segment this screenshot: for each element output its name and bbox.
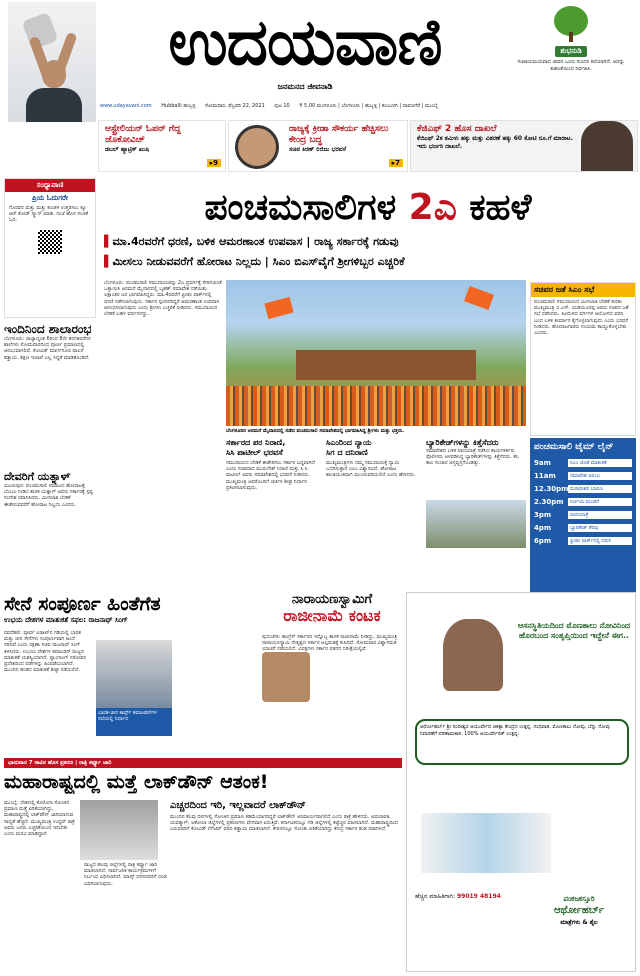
- timeline-event: ಮಠಾಧೀಶರ ಭಾಷಣ: [568, 485, 632, 493]
- brand-line: ಪಂಕಜಕಸ್ತೂರಿ: [563, 895, 595, 903]
- maharashtra-story-col3: ಮುಂದಿನ ಕೆಲವು ದಿನಗಳಲ್ಲಿ ಸೋಂಕಿನ ಪ್ರಮಾಣ ಕಡಿಮೆಯಾಗದಿದ್ದರೆ ಲಾಕ್‌ಡೌನ್ ಅನಿವಾರ್ಯವಾಗಲಿದೆ ಎಂದು ಠಾಕ್ರೆ ಹೇಳಿದರು. ಅಮರಾವತಿ, ಯವತ್ಮಾಳ್, ಅಕೋಲಾ ಜಿಲ್ಲೆಗಳಲ್ಲಿ ಪ್ರಕರಣಗಳು ವೇಗವಾಗಿ ಏರುತ್ತಿವೆ. ಕರ್ನಾಟಕದಲ್ಲೂ ಗಡಿ ಜಿಲ್ಲೆಗಳಲ್ಲಿ ಕಟ್ಟೆಚ್ಚರ ವಹಿಸಲಾಗಿದೆ. ಮಹಾರಾಷ್ಟ್ರದಿಂದ ಬರುವವರಿಗೆ ಕೋವಿಡ್ ನೆಗೆಟಿವ್ ವರದಿ ಕಡ್ಡಾಯ ಮಾಡಲಾಗಿದೆ. ಕೇರಳದಲ್ಲೂ ಸೋಂಕು ಏರಿಕೆಯಾಗಿದ್ದು ಕೇಂದ್ರ ಸರ್ಕಾರ ತಂಡ ರವಾನಿಸಿದೆ.: [170, 814, 399, 833]
- sandhyavani-tag: ಸಂಧ್ಯಾವಾಣಿ: [5, 179, 95, 192]
- story-nirani: [226, 438, 322, 548]
- dateline: [100, 103, 640, 112]
- puducherry-story-body: ಪುದುಚೇರಿ: ಕಾಂಗ್ರೆಸ್ ಸರ್ಕಾರದ ಇನ್ನೊಬ್ಬ ಶಾಸಕ ರಾಜೀನಾಮೆ ನೀಡಿದ್ದು, ಮುಖ್ಯಮಂತ್ರಿ ನಾರಾಯಣಸ್ವಾಮಿ ನೇತೃತ್ವದ ಸರ್ಕಾರ ಅಲ್ಪಮತಕ್ಕೆ ಕುಸಿದಿದೆ. ಸೋಮವಾರ ವಿಶ್ವಾಸಮತ ಯಾಚನೆ ನಡೆಯಲಿದೆ. ವಿಪಕ್ಷಗಳು ಸರ್ಕಾರ ಪತನದ ನಿರೀಕ್ಷೆಯಲ್ಲಿವೆ.: [262, 634, 398, 653]
- story-yatnal: [4, 470, 96, 583]
- covid-strap: ಭಾನುವಾರ 7 ಸಾವಿರ ಹೊಸ ಪ್ರಕರಣ | ರಾತ್ರಿ ಕರ್ಫ್ಯೂ ಜಾರಿ: [4, 758, 402, 768]
- ad-banner-text: ಆರ್ಥೋಹರ್ಬ್ ಶ್ರೀ ನಂದೀಶ್ವರ ಆಯುರ್ವೇದ ಚಿಕಿತ್ಸಾ ಕೇಂದ್ರದ ಉತ್ಪನ್ನ. ಸಂಧಿವಾತ, ಮೊಣಕಾಲು ನೋವು, ಬೆನ್ನು ನೋವು ನಿವಾರಣೆಗೆ ಪರಿಣಾಮಕಾರಿ. 100% ಆಯುರ್ವೇದಿಕ್ ಉತ್ಪನ್ನ.: [415, 719, 629, 765]
- sandhyavani-head: ಪ್ರಿಯ ಓದುಗರೇ: [32, 194, 68, 202]
- timeline-time: 9am: [534, 459, 551, 467]
- tree-icon: [554, 6, 588, 36]
- stage-shape: [296, 350, 476, 380]
- teaser-sports-minister[interactable]: [228, 120, 408, 172]
- timeline-event: ಬ್ಯಾರಿಕೇಡ್ ತೆರವು: [568, 524, 632, 532]
- page-count: ಪುಟ 10: [274, 103, 290, 109]
- maharashtra-story-body: ಮುಂಬೈ: ದೇಶದಲ್ಲಿ ಕೊರೊನಾ ಸೋಂಕಿನ ಪ್ರಮಾಣ ಮತ್ತೆ ಏರಿಕೆಯಾಗಿದ್ದು, ಮಹಾರಾಷ್ಟ್ರದಲ್ಲಿ ಲಾಕ್‌ಡೌನ್ ಜಾರಿಯಾಗುವ ಸಾಧ್ಯತೆ ಹೆಚ್ಚಿದೆ. ಮುಖ್ಯಮಂತ್ರಿ ಉದ್ಧವ್ ಠಾಕ್ರೆ ಅವರು ಜನರು ಎಚ್ಚರಿಕೆಯಿಂದ ಇರಬೇಕು ಎಂದು ಮನವಿ ಮಾಡಿದ್ದಾರೆ.: [4, 800, 75, 838]
- ad-brand: [527, 893, 631, 929]
- timeline-event: ನಿರ್ಣಯ ಮಂಡನೆ: [568, 498, 632, 506]
- story-headline: ಸಿಎಂರಿಂದ ನ್ಯಾಯ: [326, 438, 372, 447]
- timeline-row: [534, 457, 632, 469]
- rally-photo: [226, 280, 526, 426]
- contact-label: ಹೆಚ್ಚಿನ ಮಾಹಿತಿಗಾಗಿ:: [415, 893, 456, 900]
- teaser-sub: ಡಬಲ್ ಹ್ಯಾಟ್ರಿಕ್ ಖುಷಿ: [105, 146, 150, 153]
- story-school-reopen: [4, 322, 96, 446]
- edition: Hubballi ಹುಬ್ಬಳ್ಳಿ: [161, 103, 196, 109]
- rijiju-photo: [235, 125, 279, 169]
- masthead: [0, 0, 640, 122]
- story-cm-justice: [326, 438, 422, 548]
- newspaper-logo: ಉದಯವಾಣಿ: [168, 6, 442, 80]
- timeline-event: ಪಾದಯಾತ್ರೆ: [568, 511, 632, 519]
- orthoherb-advertisement[interactable]: [406, 592, 636, 972]
- body-shape: [26, 88, 82, 122]
- army-headline: ಸೇನೆ ಸಂಪೂರ್ಣ ಹಿಂತೆಗೆತ: [4, 593, 161, 615]
- rajnath-photo: [96, 640, 172, 708]
- sandhyavani-box: [4, 178, 96, 318]
- teaser-djokovic[interactable]: [98, 120, 226, 172]
- contact-phone[interactable]: 99019 48194: [456, 893, 501, 900]
- timeline-event: ಸಿಎಂ ಜೊತೆ ಮಾತುಕತೆ: [568, 459, 632, 467]
- timeline-row: [534, 535, 632, 547]
- narayanaswamy-photo: [262, 652, 310, 702]
- price: ₹ 5.00 ಮಂಗಳೂರು | ಬೆಂಗಳೂರು | ಹುಬ್ಬಳ್ಳಿ | ಕಲಬುರಗಿ | ದಾವಣಗೆರೆ | ಮುಂಬೈ: [299, 103, 438, 109]
- timeline-time: 2.30pm: [534, 498, 564, 506]
- timeline-row: [534, 522, 632, 534]
- story-headline: ಬ್ಯಾರಿಕೇಡ್‌ಗಳನ್ನು ಕಿತ್ತೆಸೆದರು: [426, 438, 499, 447]
- timeline-headline: ಪಂಚಮಸಾಲಿ ಟೈಮ್ ಲೈನ್: [534, 442, 614, 452]
- date: ಸೋಮವಾರ, ಫೆಬ್ರವರಿ 22, 2021: [205, 103, 265, 109]
- timeline-time: 6pm: [534, 537, 552, 545]
- timeline-event: ಫ್ರೀಡಂ ಪಾರ್ಕ್‌ನಲ್ಲಿ ಧರಣಿ: [568, 537, 632, 545]
- teaser-kgf[interactable]: [410, 120, 638, 172]
- headline-line-highlight: ರಾಜೀನಾಮೆ ಕಂಟಕ: [283, 606, 381, 625]
- tagline: ಜನಮನದ ಜೀವನಾಡಿ: [277, 82, 333, 91]
- timeline-row: [534, 470, 632, 482]
- teaser-headline: ರಾಜ್ಯಕ್ಕೆ ಕ್ರೀಡಾ ಸೌಕರ್ಯ ಹೆಚ್ಚಿಸಲು ಕೇಂದ್ರ ಬದ್ಧ: [289, 124, 389, 145]
- ad-headline: ಆಸನಸ್ಥಿತಿಯದಿಂದ ಮೊಣಕಾಲು ನೋವಿನಿಂದ ಹೊರಬಂದ ಸಂತೃಪ್ತಿಯಿಂದ ಇದ್ದೇನೆ ಈಗ..: [517, 621, 631, 640]
- timeline-time: 3pm: [534, 511, 552, 519]
- story-headline: ಇಂದಿನಿಂದ ಶಾಲಾರಂಭ: [4, 322, 92, 336]
- timeline-box: [530, 438, 636, 594]
- maharashtra-story-col2: ರಾಜ್ಯದ ಹಲವು ಜಿಲ್ಲೆಗಳಲ್ಲಿ ರಾತ್ರಿ ಕರ್ಫ್ಯೂ ಜಾರಿ ಮಾಡಲಾಗಿದೆ. ಸಾರ್ವಜನಿಕ ಕಾರ್ಯಕ್ರಮಗಳಿಗೆ ನಿರ್ಬಂಧ ವಿಧಿಸಲಾಗಿದೆ. ಮಾಸ್ಕ್ ಧರಿಸದವರಿಗೆ ದಂಡ ವಿಧಿಸಲಾಗುವುದು.: [84, 862, 167, 887]
- army-infobox: ಭಾರತ-ಚೀನ ಕಾರ್ಪ್ಸ್ ಕಮಾಂಡರ್‌ಗಳ ಸಭೆಯಲ್ಲಿ ನಿರ್ಧಾರ: [96, 708, 172, 736]
- timeline-row: [534, 496, 632, 508]
- ad-contact: [415, 893, 523, 901]
- timeline-time: 12.30pm: [534, 485, 569, 493]
- teaser-headline: ಆಸ್ಟ್ರೇಲಿಯನ್ ಓಪನ್ ಗೆದ್ದ ಜೊಕೋವಿಚ್: [105, 124, 181, 145]
- story-headline-2: ಸಿಗ ದ ದನಿರಾಣಿ: [326, 448, 368, 457]
- flag-shape: [464, 286, 494, 310]
- headline-line: ನಾರಾಯಣಸ್ವಾಮಿಗೆ: [291, 592, 373, 607]
- lead-headline: [100, 186, 636, 232]
- story-headline-2: ಸಿಸಿ ಪಾಟೀಲ್ ಭರವಸೆ: [226, 448, 283, 457]
- army-story-body: ನವದೆಹಲಿ: ಪೂರ್ವ ಲಡಾಖ್‌ನ ಗಡಿಯಲ್ಲಿ ಭಾರತ ಮತ್ತು ಚೀನ ಸೇನೆಗಳು ಸಂಪೂರ್ಣವಾಗಿ ಹಿಂದೆ ಸರಿದಿವೆ ಎಂದು ರಕ್ಷಣಾ ಸಚಿವ ರಾಜನಾಥ್ ಸಿಂಗ್ ತಿಳಿಸಿದರು. ಉಭಯ ದೇಶಗಳ ಕಮಾಂಡರ್ ಮಟ್ಟದ ಮಾತುಕತೆ ಯಶಸ್ವಿಯಾಗಿದೆ. ಪ್ಯಾಂಗಾಂಗ್ ಸರೋವರ ಪ್ರದೇಶದಿಂದ ಪಡೆಗಳನ್ನು ಹಿಂಪಡೆಯಲಾಗಿದೆ. ಮುಂದಿನ ಹಂತದ ಮಾತುಕತೆ ಶೀಘ್ರ ನಡೆಯಲಿದೆ.: [4, 630, 87, 674]
- crowd-shape: [226, 386, 526, 426]
- story-body: ಸಮಾವೇಶದ ಬಳಿಕ ಪಾದಯಾತ್ರೆ ನಡೆಸಿದ ಕಾರ್ಯಕರ್ತರು ಪೊಲೀಸರು ಅಳವಡಿಸಿದ್ದ ಬ್ಯಾರಿಕೇಡ್‌ಗಳನ್ನು ಕಿತ್ತೆಸೆದರು. ಕೆಲ ಕಾಲ ಸಂಚಾರ ಅಸ್ತವ್ಯಸ್ತಗೊಂಡಿತ್ತು.: [426, 448, 519, 467]
- barricade-photo: [426, 500, 526, 548]
- lead-deck-2: ▌ ಮೀಸಲು ನೀಡುವವರೆಗೆ ಹೋರಾಟ ನಿಲ್ಲದು | ಸಿಎಂ ಬಿಎಸ್‌ವೈಗೆ ಶ್ರೀಗಳಿಬ್ಬರ ಎಚ್ಚರಿಕೆ: [104, 254, 636, 270]
- maharashtra-headline: ಮಹಾರಾಷ್ಟ್ರದಲ್ಲಿ ಮತ್ತೆ ಲಾಕ್‌ಡೌನ್ ಆತಂಕ!: [4, 771, 269, 793]
- shubhanudi-title: ಶುಭನುಡಿ: [555, 46, 586, 57]
- timeline-time: 11am: [534, 472, 556, 480]
- website-link[interactable]: www.udayavani.com: [100, 103, 152, 109]
- qr-code[interactable]: [38, 230, 62, 254]
- shubhanudi-box: [510, 6, 632, 96]
- yash-photo: [581, 121, 633, 172]
- sidebar-text: ಪಂಚಮಸಾಲಿ ಸಮುದಾಯದ ಮೀಸಲಾತಿ ಬೇಡಿಕೆ ಕುರಿತು ಮುಖ್ಯಮಂತ್ರಿ ಬಿ.ಎಸ್. ಯಡಿಯೂರಪ್ಪ ಅವರು ಸಚಿವರ ಜತೆ ಸಭೆ ನಡೆಸಿದರು. ಹಿಂದುಳಿದ ವರ್ಗಗಳ ಆಯೋಗದ ವರದಿ ಬಂದ ಬಳಿಕ ತೀರ್ಮಾನ ಕೈಗೊಳ್ಳಲಾಗುವುದು ಎಂದು ಭರವಸೆ ನೀಡಿದರು. ಹೋರಾಟಗಾರರು ಸಂಯಮ ಕಾಯ್ದುಕೊಳ್ಳಬೇಕು ಎಂದರು.: [534, 299, 629, 337]
- story-body: ಸಮುದಾಯದ ಬೇಡಿಕೆ ಈಡೇರಿಸಲು ಸರ್ಕಾರ ಬದ್ಧವಾಗಿದೆ ಎಂದು ಸಚಿವರಾದ ಮುರುಗೇಶ್ ನಿರಾಣಿ ಮತ್ತು ಸಿ.ಸಿ. ಪಾಟೀಲ್ ಅವರು ಸಮಾವೇಶದಲ್ಲಿ ಭರವಸೆ ನೀಡಿದರು. ಮುಖ್ಯಮಂತ್ರಿ ಅವರೊಂದಿಗೆ ಚರ್ಚಿಸಿ ಶೀಘ್ರ ನಿರ್ಧಾರ ಪ್ರಕಟಿಸಲಾಗುವುದು.: [226, 460, 315, 491]
- story-body: ಬೆಂಗಳೂರು: ರಾಜ್ಯಾದ್ಯಂತ 6ರಿಂದ 8ನೇ ತರಗತಿವರೆಗಿನ ಶಾಲೆಗಳು ಸೋಮವಾರದಿಂದ ಪೂರ್ಣ ಪ್ರಮಾಣದಲ್ಲಿ ಆರಂಭವಾಗಲಿವೆ. ಕೋವಿಡ್ ಮಾರ್ಗಸೂಚಿ ಪಾಲನೆ ಕಡ್ಡಾಯ. ಶಿಕ್ಷಣ ಇಲಾಖೆ ಎಲ್ಲ ಸಿದ್ಧತೆ ಮಾಡಿಕೊಂಡಿದೆ.: [4, 336, 91, 361]
- lead-headline-highlight: 2ಎ: [408, 187, 457, 228]
- timeline-time: 4pm: [534, 524, 552, 532]
- lead-deck-1: ▌ ಮಾ.4ರವರೆಗೆ ಧರಣಿ, ಬಳಿಕ ಆಮರಣಾಂತ ಉಪವಾಸ | ರಾಜ್ಯ ಸರ್ಕಾರಕ್ಕೆ ಗಡುವು: [104, 234, 636, 250]
- lead-headline-part: ಪಂಚಮಸಾಲಿಗಳ: [204, 187, 409, 228]
- page-ref: ▸7: [389, 159, 403, 167]
- timeline-event: ಸಮಾವೇಶ ಆರಂಭ: [568, 472, 632, 480]
- lead-headline-part: ಕಹಳೆ: [456, 187, 532, 228]
- timeline-row: [534, 509, 632, 521]
- head-shape: [42, 60, 66, 88]
- teaser-headline: ಕೆಜಿಎಫ್ 2 ಹೊಸ ದಾಖಲೆ: [417, 124, 497, 134]
- timeline-row: [534, 483, 632, 495]
- sidebar-cm-meeting: [530, 282, 636, 436]
- photo-caption: ಬೆಂಗಳೂರಿನ ಅರಮನೆ ಮೈದಾನದಲ್ಲಿ ನಡೆದ ಪಂಚಮಸಾಲಿ ಸಮಾವೇಶದಲ್ಲಿ ಭಾಗವಹಿಸಿದ್ದ ಶ್ರೀಗಳು ಮತ್ತು ಭಕ್ತರು.: [226, 428, 405, 434]
- thackeray-photo: [80, 800, 158, 860]
- brand-line: ಮಾತ್ರೆಗಳು & ತೈಲ: [560, 919, 598, 926]
- teaser-sub: ಕೆಜಿಎಫ್ 2ಕ ತಮಿಳು ಹಕ್ಕು ಮತ್ತು ವಿತರಣೆ ಹಕ್ಕು 60 ಕೋಟಿ ರೂ.ಗೆ ಮಾರಾಟ. ಇದು ಭರ್ಜರಿ ದಾಖಲೆ.: [417, 135, 573, 150]
- army-subhead: ಉಭಯ ದೇಶಗಳ ಮಾತುಕತೆ ಸಫಲ: ರಾಜನಾಥ್ ಸಿಂಗ್: [4, 616, 128, 624]
- story-headline: ಸರ್ಕಾರದ ಪರ ನಿರಾಣಿ,: [226, 438, 286, 447]
- shubhanudi-message: ಸುಖಾಯಮಯವಾದ ಜೀವನ ಒಂದು ಸುಂದರ ಕಲೆಯಾಗಿದೆ. ಅದನ್ನು ಕುಶಲತೆಯಿಂದ ನಿರ್ವಹಿಸಿ.: [517, 59, 625, 72]
- lockdown-warning-headline: ಎಚ್ಚರದಿಂದ ಇರಿ, ಇಲ್ಲವಾದರೆ ಲಾಕ್‌ಡೌನ್: [170, 800, 306, 811]
- djokovic-photo: [8, 2, 96, 122]
- puducherry-headline: [262, 592, 402, 624]
- model-photo: [443, 619, 503, 691]
- page-ref: ▸9: [207, 159, 221, 167]
- sidebar-headline: ಸಚಿವರ ಜತೆ ಸಿಎಂ ಸಭೆ: [531, 283, 635, 297]
- teaser-sub: ಸಚಿವ ಕಿರಣ್ ರಿಜಿಜು ಭರವಸೆ: [289, 146, 347, 153]
- story-body: ಮುಖ್ಯಮಂತ್ರಿಗಳು ನಮ್ಮ ಸಮುದಾಯಕ್ಕೆ ನ್ಯಾಯ ಒದಗಿಸುತ್ತಾರೆ ಎಂಬ ವಿಶ್ವಾಸವಿದೆ. ಹೋರಾಟ ಶಾಂತಿಯುತವಾಗಿ ಮುಂದುವರಿಯಲಿದೆ ಎಂದು ಹೇಳಿದರು.: [326, 460, 416, 479]
- lead-story-body: ಬೆಂಗಳೂರು: ಪಂಚಮಸಾಲಿ ಸಮುದಾಯವನ್ನು 2ಎ ಪ್ರವರ್ಗಕ್ಕೆ ಸೇರಿಸುವಂತೆ ಒತ್ತಾಯಿಸಿ ಅರಮನೆ ಮೈದಾನದಲ್ಲಿ ಬೃಹತ್ ಸಮಾವೇಶ ನಡೆಯಿತು. ಲಕ್ಷಾಂತರ ಜನ ಭಾಗವಹಿಸಿದ್ದರು. ಮಾ.4ರವರೆಗೆ ಫ್ರೀಡಂ ಪಾರ್ಕ್‌ನಲ್ಲಿ ಧರಣಿ ನಡೆಸಲಾಗುವುದು. ಸರ್ಕಾರ ಸ್ಪಂದಿಸದಿದ್ದರೆ ಆಮರಣಾಂತ ಉಪವಾಸ ಆರಂಭಿಸಲಾಗುವುದು ಎಂದು ಶ್ರೀಗಳು ಎಚ್ಚರಿಕೆ ನೀಡಿದರು. ಸಮುದಾಯದ ಬೇಡಿಕೆ ಬಹಳ ವರ್ಷಗಳದ್ದು.: [104, 280, 222, 318]
- flag-shape: [264, 297, 293, 319]
- brand-line: ಆರ್ಥೋಹರ್ಬ್: [553, 905, 605, 916]
- product-bottles: [421, 813, 551, 873]
- sandhyavani-text: ಗೊರವನ ಮತ್ತು ಮತ್ತು ಕುಂಡಳಿ ಉತ್ತರಿಸಲು ಕ್ಯೂ ಆರ್ ಕೋಡ್ ಸ್ಕ್ಯಾನ್ ಮಾಡಿ. ಸಂಜೆ ಹೊಸ ಸಂಚಿಕೆ ಓದಿ.: [9, 205, 89, 224]
- story-body: ವಿಜಯಪುರ: ಪಂಚಮಸಾಲಿ ಸಮಾಜದ ಹೋರಾಟಕ್ಕೆ ಬೆಂಬಲ ನೀಡಿದ ಶಾಸಕ ಯತ್ನಾಳ್ ಅವರು ಸರ್ಕಾರಕ್ಕೆ ಸ್ಪಷ್ಟ ಸಂದೇಶ ರವಾನಿಸಿದರು. ಮೀಸಲಾತಿ ಬೇಡಿಕೆ ಈಡೇರುವವರೆಗೆ ಹೋರಾಟ ನಿಲ್ಲದು ಎಂದರು.: [4, 483, 94, 508]
- story-headline: ದೇವರಿಗೆ ಯತ್ನಾಳ್: [4, 470, 71, 483]
